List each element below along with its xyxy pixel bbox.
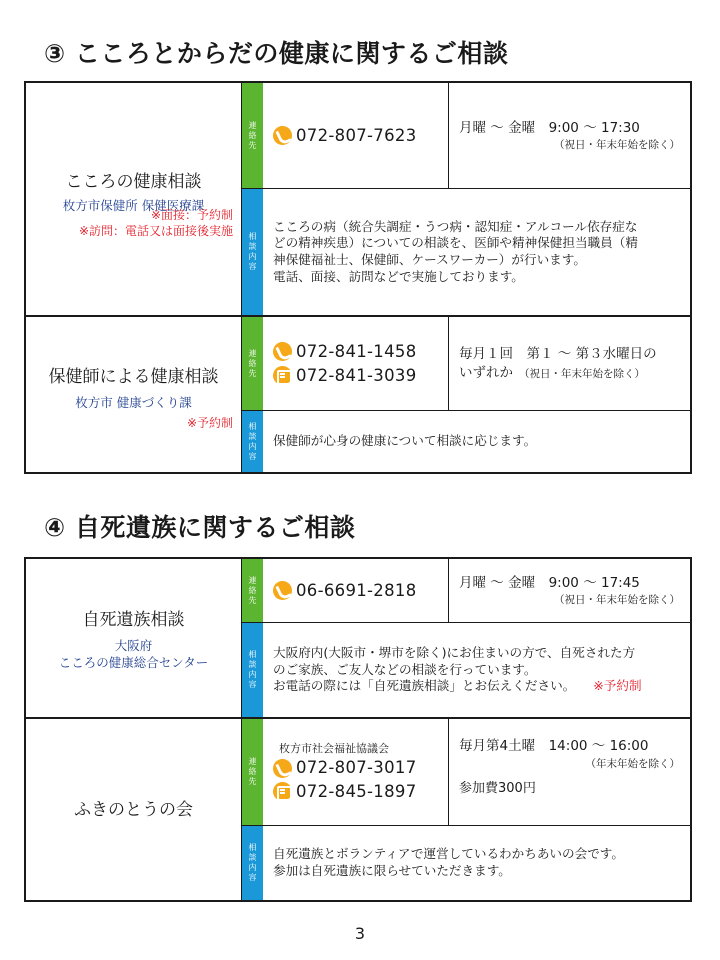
fax-icon <box>273 782 292 801</box>
opening-hours: 毎月１回 第１ ～ 第３水曜日の いずれか （祝日・年末年始を除く） <box>459 345 657 381</box>
consult-header <box>26 83 242 315</box>
contact-tag: 連 絡 先 <box>242 559 263 622</box>
contact-tag: 連 絡 先 <box>242 317 263 410</box>
participation-fee: 参加費300円 <box>459 780 536 796</box>
consult-org: 大阪府 こころの健康総合センター <box>58 637 209 670</box>
consult-header <box>26 317 242 472</box>
detail-tag: 相 談 内 容 <box>242 826 263 900</box>
contact-phones <box>263 317 449 410</box>
note-interview: ※面接：予約制 <box>150 208 233 222</box>
note-reservation: ※予約制 <box>186 416 233 430</box>
consult-notes <box>187 415 233 431</box>
consult-header <box>26 719 242 900</box>
contact-phones <box>263 83 449 188</box>
detail-tag: 相 談 内 容 <box>242 411 263 472</box>
detail-tag: 相 談 内 容 <box>242 189 263 315</box>
consult-title: 保健師による健康相談 <box>48 366 219 387</box>
phone-number[interactable]: 072-807-7623 <box>273 124 448 148</box>
consult-title: 自死遺族相談 <box>82 609 185 630</box>
contact-phones <box>263 719 449 825</box>
section-4-table <box>24 557 692 902</box>
contact-phones <box>263 559 449 622</box>
phone-org: 枚方市社会福祉協議会 <box>279 742 389 756</box>
consult-description: 大阪府内(大阪市・堺市を除く)にお住まいの方で、自死された方 のご家族、ご友人などの相談を行っています。 お電話の際には「自死遺族相談」とお伝えください。 ※予約制 <box>273 645 642 694</box>
phone-icon <box>273 581 292 600</box>
fax-number: 072-845-1897 <box>273 780 448 804</box>
consult-header <box>26 559 242 717</box>
consult-title: こころの健康相談 <box>65 172 202 193</box>
note-reservation: ※予約制 <box>593 678 642 694</box>
opening-hours: 月曜 ～ 金曜 9:00 ～ 17:30 （祝日・年末年始を除く） <box>459 119 680 152</box>
contact-tag: 連 絡 先 <box>242 719 263 825</box>
phone-number[interactable]: 072-841-1458 <box>273 340 448 364</box>
consult-notes <box>79 207 233 239</box>
consult-description: こころの病（統合失調症・うつ病・認知症・アルコール依存症な どの精神疾患）についての相談を、医師や精神保健担当職員（精 神保健福祉士、保健師、ケースワーカー）が行います。 電話、面接、訪問などで実施しております。 <box>273 218 638 284</box>
note-visit: ※訪問：電話又は面接後実施 <box>78 224 233 239</box>
phone-icon <box>273 126 292 145</box>
section-3-title: ③ こころとからだの健康に関するご相談 <box>44 39 509 68</box>
consult-title: ふきのとうの会 <box>74 800 193 820</box>
phone-icon <box>273 342 292 361</box>
consult-org: 枚方市保健所 保健医療課 <box>62 198 205 214</box>
consult-block-hokenshi <box>26 317 690 472</box>
phone-icon <box>273 759 292 778</box>
opening-hours: 月曜 ～ 金曜 9:00 ～ 17:45 （祝日・年末年始を除く） <box>459 574 680 607</box>
contact-tag: 連 絡 先 <box>242 83 263 188</box>
phone-number[interactable]: 072-807-3017 <box>273 756 448 780</box>
consult-block-jishi <box>26 559 690 719</box>
fax-icon <box>273 366 292 385</box>
consult-block-kokoro <box>26 83 690 317</box>
consult-block-fukinotou <box>26 719 690 900</box>
consult-description: 自死遺族とボランティアで運営しているわかちあいの会です。 参加は自死遺族に限らせていただきます。 <box>273 846 624 878</box>
opening-hours: 毎月第4土曜 14:00 ～ 16:00 （年末年始を除く） 参加費300円 <box>459 738 680 796</box>
section-3-table <box>24 81 692 474</box>
consult-org: 枚方市 健康づくり課 <box>75 394 192 410</box>
detail-tag: 相 談 内 容 <box>242 623 263 717</box>
phone-number[interactable]: 06-6691-2818 <box>273 579 448 603</box>
page-number: 3 <box>354 924 366 943</box>
fax-number: 072-841-3039 <box>273 364 448 388</box>
section-4-title: ④ 自死遺族に関するご相談 <box>44 513 356 542</box>
consult-description: 保健師が心身の健康について相談に応じます。 <box>273 433 537 449</box>
